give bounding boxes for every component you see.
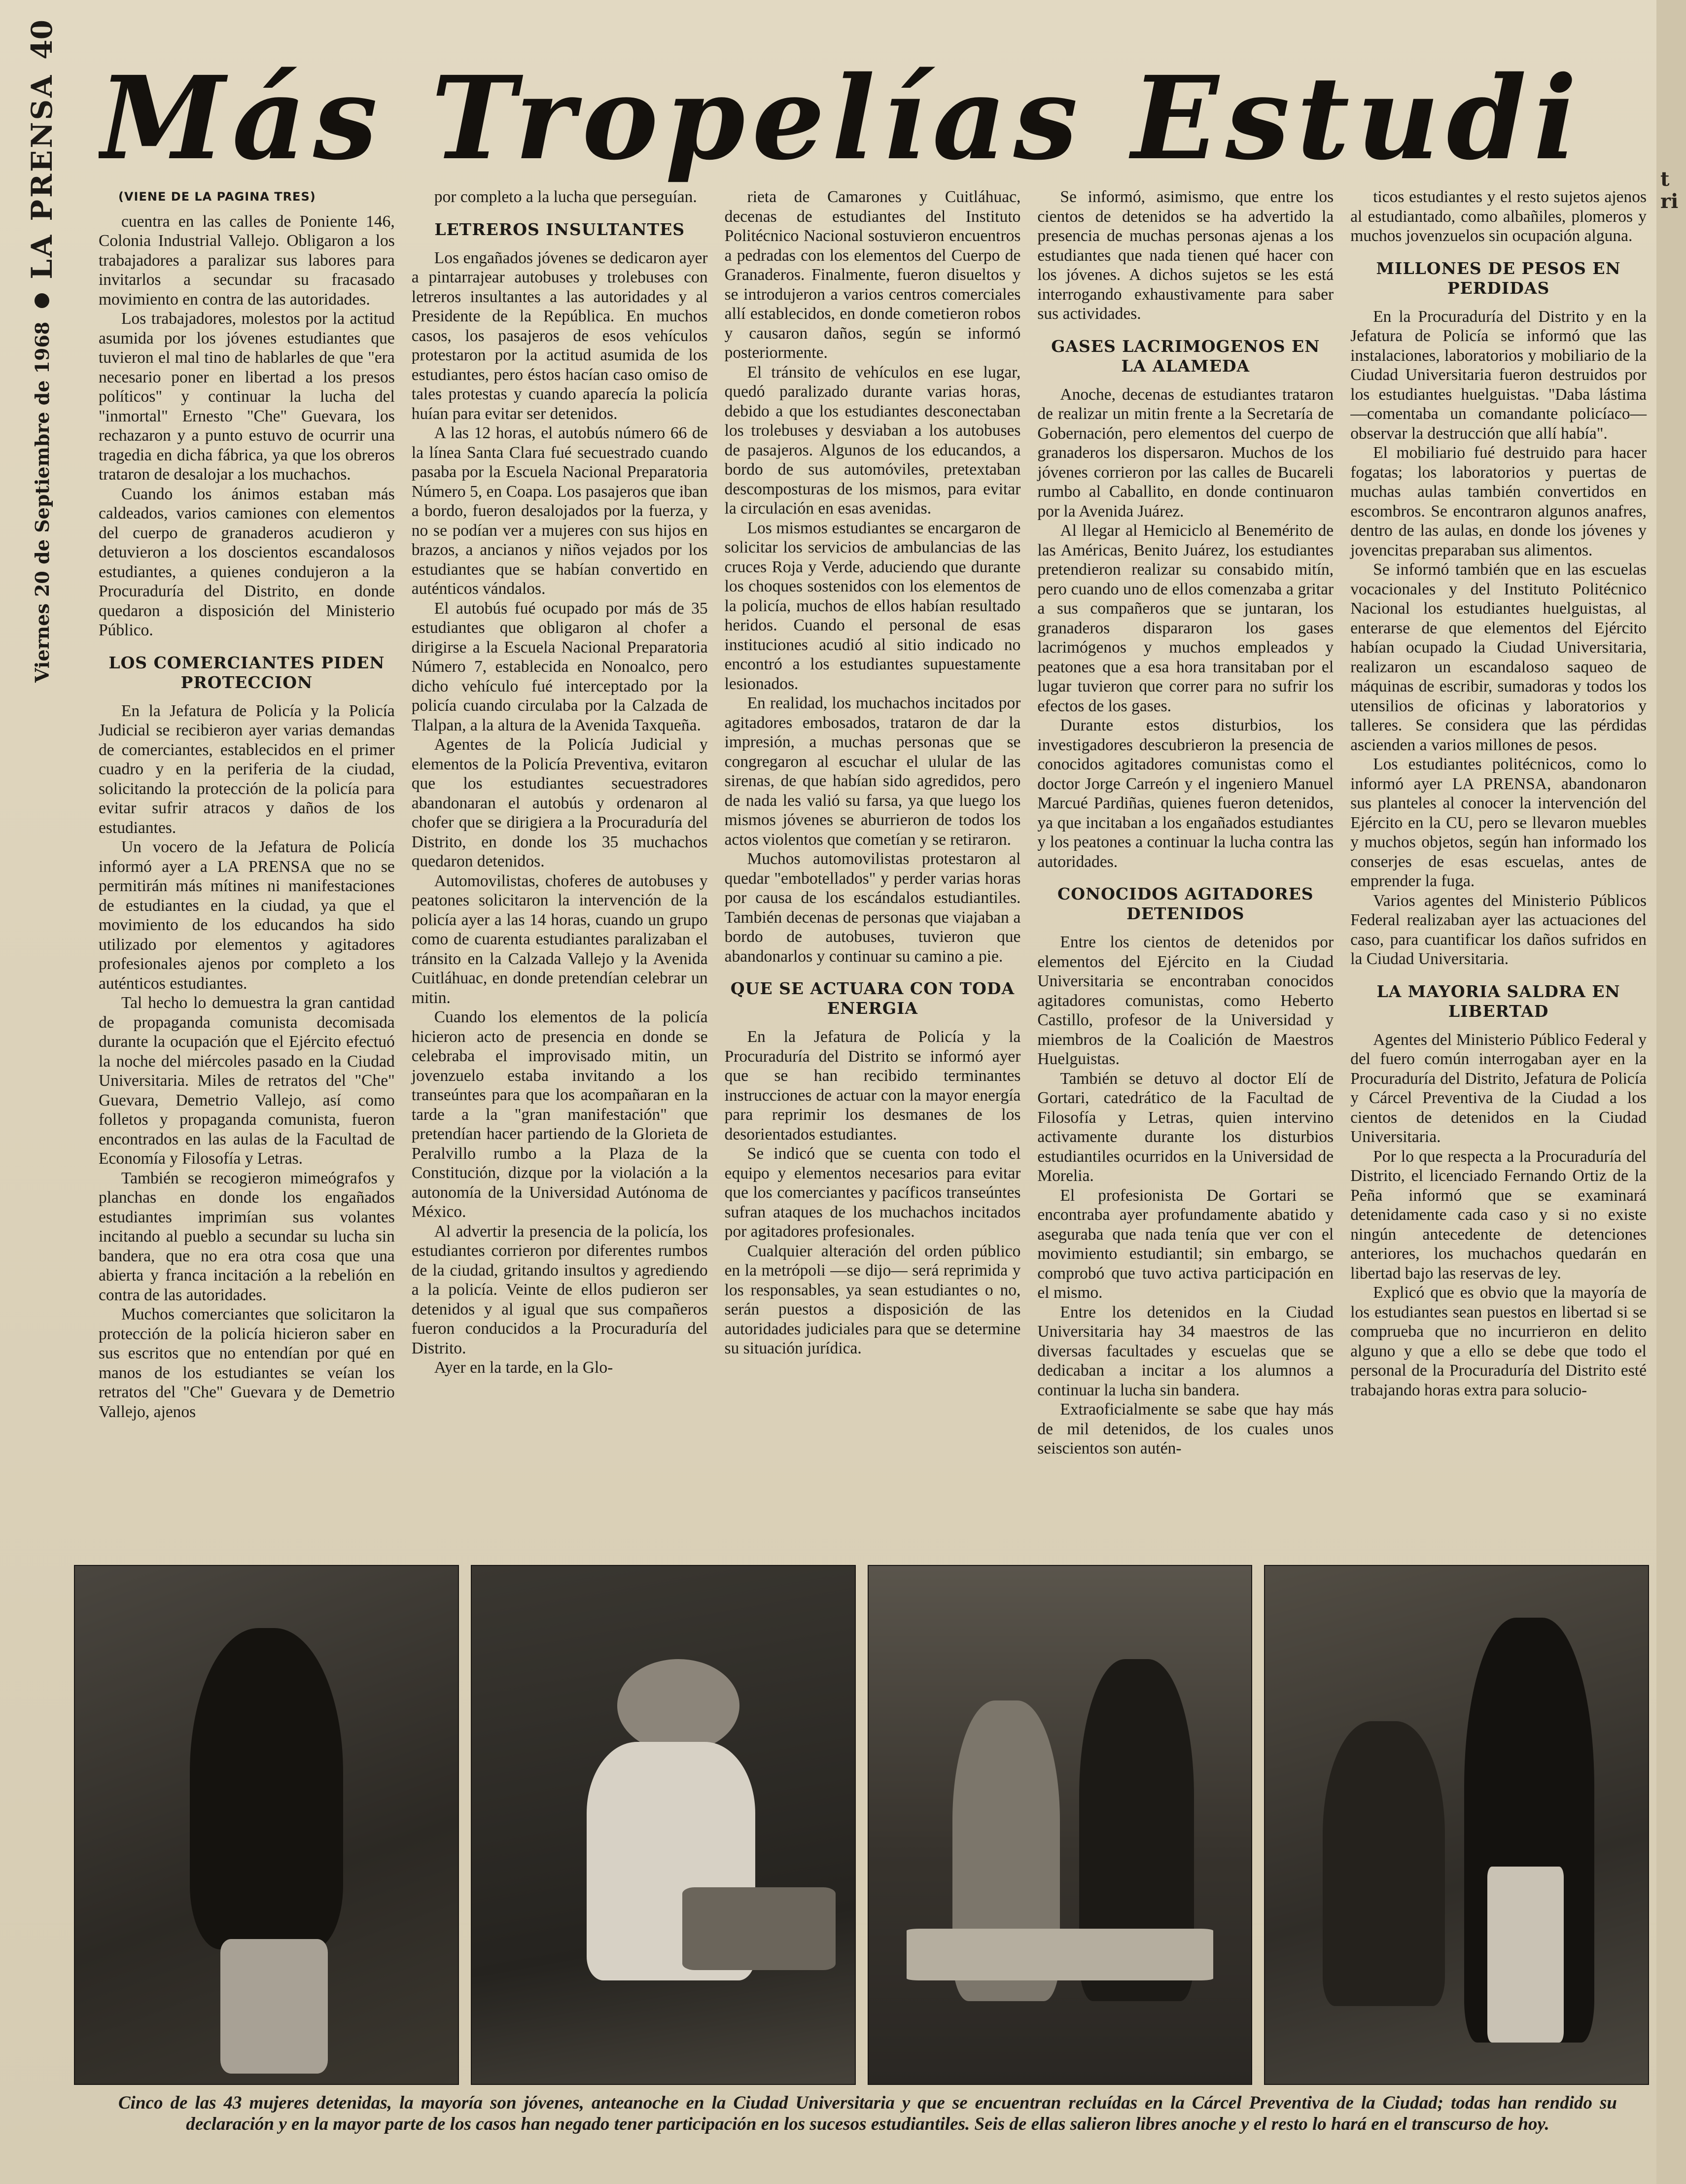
photo-figure bbox=[190, 1628, 343, 1949]
paragraph: Cuando los elementos de la policía hicieron acto de presencia en donde se celebraba el improvisado mitin, un jovenzuelo estaba invitando a los transeúntes para que los acompañaran en la tarde a la "gran manifestación" que pretendían hacer partiendo de la Glorieta de Peralvillo rumbo a la Plaza de la Constitución, dizque por la violación a la autonomía de la Universidad Autónoma de México. bbox=[411, 1008, 708, 1221]
masthead bbox=[10, 20, 69, 1015]
paragraph: Muchos automovilistas protestaron al quedar "embotellados" y perder varias horas por causa de los escándalos estudiantiles. También decenas de personas que viajaban a bordo de autobuses, tuvieron que abandonarlos y continuar su camino a pie. bbox=[724, 850, 1021, 966]
paragraph: Agentes de la Policía Judicial y elementos de la Policía Preventiva, evitaron que los estudiantes secuestradores abandonaran el autobús y ordenaron al chofer que se dirigiera a la Procuraduría del Distrito, en donde los 35 muchachos quedaron detenidos. bbox=[411, 735, 708, 870]
photo-background bbox=[869, 1566, 1252, 2084]
paragraph: Anoche, decenas de estudiantes trataron de realizar un mitin frente a la Secretaría de Gobernación, pero elementos del cuerpo de granaderos los dispersaron. Muchos de los jóvenes corrieron por las calles de Bucareli rumbo al Caballito, en donde continuaron por la Avenida Juárez. bbox=[1037, 385, 1334, 520]
photo-figure bbox=[1487, 1867, 1564, 2043]
adjacent-page-edge bbox=[1656, 0, 1686, 2184]
photo-detained-woman-smiling-seated bbox=[471, 1565, 856, 2085]
paragraph: Muchos comerciantes que solicitaron la protección de la policía hicieron saber en sus escritos que no entendían por qué en manos de los estudiantes se veían los retratos del "Che" Guevara y de Demetrio Vallejo, ajenos bbox=[99, 1305, 395, 1421]
paragraph: Agentes del Ministerio Público Federal y del fuero común interrogaban ayer en la Procuraduría del Distrito, Jefatura de Policía y Cárcel Preventiva de la Ciudad a los cientos de detenidos en la Ciudad Universitaria. bbox=[1350, 1030, 1647, 1146]
paragraph: Ayer en la tarde, en la Glo- bbox=[434, 1358, 613, 1377]
paragraph: Se informó, asimismo, que entre los cientos de detenidos se ha advertido la presencia de muchas personas ajenas a los estudiantes que nada tienen qué hacer con los jóvenes. A dichos sujetos se les está interrogando exhaustivamente para saber sus actividades. bbox=[1037, 188, 1334, 323]
article-column bbox=[725, 187, 1021, 1538]
paragraph-continued: ticos estudiantes y el resto sujetos ajenos al estudiantado, como albañiles, plomeros y muchos jovenzuelos sin ocupación alguna. bbox=[1350, 188, 1647, 245]
paragraph: Cuando los ánimos estaban más caldeados, varios camiones con elementos del cuerpo de granaderos acudieron y detuvieron a los doscientos escandalosos estudiantes, a quienes condujeron a la Procuraduría del Distrito, en donde quedaron a disposición del Ministerio Público. bbox=[99, 485, 395, 639]
article-column bbox=[99, 187, 395, 1538]
paragraph: Cualquier alteración del orden público en la metrópoli —se dijo— será reprimida y los responsables, ya sean estudiantes o no, serán puestos a disposición de las autoridades judiciales para que se determine su situación jurídica. bbox=[724, 1242, 1021, 1357]
paragraph: El profesionista De Gortari se encontraba ayer profundamente abatido y aseguraba que nada tenía que ver con el movimiento estudiantil; sin embargo, se comprobó que tuvo activa participación en el mismo. bbox=[1037, 1186, 1334, 1302]
paragraph: El tránsito de vehículos en ese lugar, quedó paralizado durante varias horas, debido a que los estudiantes desconectaban los trolebuses y desviaban a los autobuses de pasajeros. Algunos de los educandos, a bordo de sus automóviles, pretextaban descomposturas de los mismos, para evitar la circulación en esas avenidas. bbox=[724, 363, 1021, 518]
paragraph-continued: por completo a la lucha que perseguían. bbox=[434, 188, 697, 206]
subheading: LETREROS INSULTANTES bbox=[434, 219, 685, 239]
paragraph-continued: rieta de Camarones y Cuitláhuac, decenas de estudiantes del Instituto Politécnico Nacional sostuvieron encuentros a pedradas con los elementos del Cuerpo de Granaderos. Finalmente, fueron disueltos y se introdujeron a varios centros comerciales allí establecidos, en donde cometieron robos y causaron daños, según se informó posteriormente. bbox=[724, 188, 1021, 362]
paragraph: Explicó que es obvio que la mayoría de los estudiantes sean puestos en libertad si se comprueba que no incurrieron en delito alguno y que a ello se debe que todo el personal de la Procuraduría del Distrito esté trabajando horas extra para solucio- bbox=[1350, 1283, 1647, 1399]
article-column bbox=[1350, 187, 1647, 1538]
paragraph: Los trabajadores, molestos por la actitud asumida por los jóvenes estudiantes que tuvieron el mal tino de hablarles de que "era necesario poner en libertad a los presos políticos" y continuar la lucha del "inmortal" Ernesto "Che" Guevara, los rechazaron y a punto estuvo de ocurrir una tragedia en dicha fábrica, ya que los obreros trataron de desalojar a los muchachos. bbox=[99, 310, 395, 484]
adjacent-fragment: ri bbox=[1660, 190, 1679, 213]
paragraph: Tal hecho lo demuestra la gran cantidad de propaganda comunista decomisada durante la ocupación que el Ejército efectuó la noche del miércoles pasado en la Ciudad Universitaria. Miles de retratos del "Che" Guevara, Demetrio Vallejo, así como folletos y propaganda comunista, fueron encontrados en las aulas de la Facultad de Economía y Filosofía y Letras. bbox=[99, 994, 395, 1168]
subheading: GASES LACRIMOGENOS EN LA ALAMEDA bbox=[1051, 336, 1320, 376]
paragraph: En realidad, los muchachos incitados por agitadores embosados, trataron de dar la impresión, a muchas personas que se congregaron al escuchar el ulular de las sirenas, de que habían sido agredidos, pero de nada les valió su farsa, ya que luego los mismos jóvenes se aburrieron de todos los actos violentos que cometían y se retiraron. bbox=[724, 694, 1021, 849]
subheading: MILLONES DE PESOS EN PERDIDAS bbox=[1376, 258, 1621, 298]
masthead-page-number: 40 bbox=[25, 20, 59, 60]
paragraph: Durante estos disturbios, los investigadores descubrieron la presencia de conocidos agitadores comunistas como el doctor Jorge Carreón y el ingeniero Manuel Marcué Pardiñas, quienes fueron detenidos, ya que incitaban a los engañados estudiantes y los peatones a continuar la lucha contra las autoridades. bbox=[1037, 716, 1334, 871]
paragraph: Extraoficialmente se sabe que hay más de mil detenidos, de los cuales unos seiscientos son autén- bbox=[1037, 1400, 1334, 1457]
paragraph: En la Procuraduría del Distrito y en la Jefatura de Policía se informó que las instalaciones, laboratorios y mobiliario de la Ciudad Universitaria fueron destruidos por los estudiantes huelguistas. "Daba lástima —comentaba un comandante policíaco— observar la destrucción que allí había". bbox=[1350, 307, 1647, 443]
photo-detained-women-on-benches bbox=[868, 1565, 1253, 2085]
masthead-newspaper-name: LA PRENSA bbox=[25, 73, 59, 279]
paragraph: Varios agentes del Ministerio Públicos Federal realizaban ayer las actuaciones del caso, para cuantificar los daños sufridos en la Ciudad Universitaria. bbox=[1350, 891, 1647, 968]
masthead-date: Viernes 20 de Septiembre de 1968 bbox=[31, 321, 53, 683]
paragraph: En la Jefatura de Policía y la Policía Judicial se recibieron ayer varias demandas de comerciantes, establecidos en el primer cuadro y en la periferia de la ciudad, solicitando la protección de la policía para evitar sufrir atracos y daños de los estudiantes. bbox=[99, 701, 395, 837]
article-column bbox=[1037, 187, 1334, 1538]
masthead-rotated bbox=[15, 20, 69, 1005]
paragraph: Los engañados jóvenes se dedicaron ayer a pintarrajear autobuses y trolebuses con letreros insultantes a las autoridades y al Presidente de la República. En muchos casos, los pasajeros de esos vehículos protestaron por la actitud asumida de los estudiantes, pero éstos hacían caso omiso de tales protestas y cuando aparecía la policía huían para evitar ser detenidos. bbox=[411, 248, 708, 423]
subheading: QUE SE ACTUARA CON TODA ENERGIA bbox=[730, 979, 1015, 1018]
subheading: LA MAYORIA SALDRA EN LIBERTAD bbox=[1376, 981, 1620, 1021]
headline: Más Tropelías Estudi bbox=[99, 51, 1584, 185]
paragraph: Al llegar al Hemiciclo al Benemérito de las Américas, Benito Juárez, los estudiantes pretendieron realizar su consabido mitín, pero cuando uno de ellos comenzaba a gritar a sus compañeros que se juntaran, los granaderos dispararon los gases lacrimógenos y muchos empleados y peatones que a esa hora transitaban por el lugar tuvieron que correr para no sufrir los efectos de los gases. bbox=[1037, 521, 1334, 715]
adjacent-fragment: t bbox=[1660, 168, 1670, 191]
masthead-dot bbox=[35, 293, 49, 308]
paragraph: Los estudiantes politécnicos, como lo informó ayer LA PRENSA, abandonaron sus planteles al conocer la intervención del Ejército en la CU, pero se llevaron muebles y muchos objetos, según han informado los conserjes de esas escuelas, antes de emprender la fuga. bbox=[1350, 755, 1647, 890]
photo-figure bbox=[682, 1887, 836, 1970]
paragraph: Al advertir la presencia de la policía, los estudiantes corrieron por diferentes rumbos de la ciudad, gritando insultos y agrediendo a la policía. Veinte de ellos pudieron ser detenidos y al igual que sus compañeros fueron conducidos a la Procuraduría del Distrito. bbox=[411, 1222, 708, 1357]
subheading: CONOCIDOS AGITADORES DETENIDOS bbox=[1057, 884, 1314, 923]
paragraph: Un vocero de la Jefatura de Policía informó ayer a LA PRENSA que no se permitirán más mítines ni manifestaciones de estudiantes en la ciudad, ya que el movimiento de los educandos ha sido utilizado por elementos y agitadores profesionales ajenos por completo a los auténticos estudiantes. bbox=[99, 838, 395, 993]
paragraph: También se recogieron mimeógrafos y planchas en donde los engañados estudiantes imprimían sus volantes incitando al pueblo a secundar su lucha sin bandera, que no era otra cosa que una abierta y franca incitación a la rebelión en contra de las autoridades. bbox=[99, 1169, 395, 1304]
article-column bbox=[412, 187, 708, 1538]
paragraph: Por lo que respecta a la Procuraduría del Distrito, el licenciado Fernando Ortiz de la Peña informó que se examinará detenidamente cada caso y si no existe ningún antecedente de detenciones anteriores, los muchachos quedarán en libertad bajo las reservas de ley. bbox=[1350, 1147, 1647, 1283]
paragraph: El autobús fué ocupado por más de 35 estudiantes que obligaron al chofer a dirigirse a la Escuela Nacional Preparatoria Número 7, establecida en Nonoalco, pero dicho vehículo fué interceptado por la policía cuando circulaba por la Calzada de Tlalpan, a la altura de la Avenida Taxqueña. bbox=[411, 599, 708, 734]
article-columns bbox=[99, 187, 1647, 1538]
paragraph-continued: cuentra en las calles de Poniente 146, Colonia Industrial Vallejo. Obligaron a los trabajadores a paralizar sus labores para invitarlos a secundar su fracasado movimiento en contra de las autoridades. bbox=[99, 212, 395, 309]
subheading: LOS COMERCIANTES PIDEN PROTECCION bbox=[108, 653, 385, 692]
paragraph: El mobiliario fué destruido para hacer fogatas; los laboratorios y puertas de muchas aulas también convertidos en escombros. Se encontraron algunos anafres, dentro de las aulas, en donde los jóvenes y jovencitas preparaban sus alimentos. bbox=[1350, 444, 1647, 559]
paragraph: Entre los cientos de detenidos por elementos del Ejército en la Ciudad Universitaria se encontraban conocidos agitadores comunistas, como Heberto Castillo, profesor de la Universidad y miembros de la Coalición de Maestros Huelguistas. bbox=[1037, 933, 1334, 1068]
paragraph: También se detuvo al doctor Elí de Gortari, catedrático de la Facultad de Filosofía y Letras, quien intervino activamente durante los disturbios estudiantiles ocurridos en la Universidad de Morelia. bbox=[1037, 1069, 1334, 1185]
paragraph: Automovilistas, choferes de autobuses y peatones solicitaron la intervención de la policía ayer a las 14 horas, cuando un grupo como de cuarenta estudiantes paralizaban el tránsito en la Calzada Vallejo y la Avenida Cuitláhuac, en donde pretendían celebrar un mitin. bbox=[411, 871, 708, 1007]
photo-caption: Cinco de las 43 mujeres detenidas, la mayoría son jóvenes, anteanoche en la Ciudad Universitaria y que se encuentran recluídas en la Cárcel Preventiva de la Ciudad; todas han rendido su declaración y en la mayor parte de los casos han negado tener participación en los sucesos estudiantiles. Seis de ellas salieron libres anoche y el resto lo hará en el transcurso de hoy. bbox=[118, 2093, 1617, 2134]
photo-figure bbox=[220, 1939, 327, 2074]
paragraph: En la Jefatura de Policía y la Procuraduría del Distrito se informó ayer que se han recibido terminantes instrucciones de actuar con la mayor energía para reprimir los desmanes de los desorientados estudiantes. bbox=[724, 1028, 1021, 1144]
paragraph: A las 12 horas, el autobús número 66 de la línea Santa Clara fué secuestrado cuando pasaba por la Escuela Nacional Preparatoria Número 5, en Coapa. Los pasajeros que iban a bordo, fueron desalojados por la fuerza, y no se podían ver a mujeres con sus hijos en brazos, a ancianos y niños vejados por los estudiantes que se habían convertido en auténticos vándalos. bbox=[411, 424, 708, 598]
photo-detained-women-group-standing bbox=[1264, 1565, 1649, 2085]
photo-figure bbox=[617, 1659, 740, 1752]
continuation-note: (VIENE DE LA PAGINA TRES) bbox=[118, 190, 316, 204]
photo-row bbox=[74, 1565, 1649, 2085]
paragraph: Se indicó que se cuenta con todo el equipo y elementos necesarios para evitar que los comerciantes y pacíficos transeúntes sufran ataques de los muchachos incitados por agitadores profesionales. bbox=[724, 1144, 1021, 1241]
photo-figure bbox=[1323, 1721, 1445, 2006]
paragraph: Se informó también que en las escuelas vocacionales y del Instituto Politécnico Nacional los estudiantes huelguistas, al enterarse de que elementos del Ejército habían ocupado la Ciudad Universitaria, realizaron un escandaloso saqueo de máquinas de escribir, sumadoras y todos los utensilios de oficinas y laboratorios y talleres. Se considera que las pérdidas ascienden a varios millones de pesos. bbox=[1350, 560, 1647, 754]
paragraph: Entre los detenidos en la Ciudad Universitaria hay 34 maestros de las diversas facultades y escuelas que se dedicaban a incitar a los alumnos a continuar la lucha sin bandera. bbox=[1037, 1303, 1334, 1399]
paragraph: Los mismos estudiantes se encargaron de solicitar los servicios de ambulancias de las cruces Roja y Verde, aduciendo que durante los choques sostenidos con los elementos de la policía, muchos de ellos habían resultado heridos. Cuando el personal de esas instituciones acudió al sitio indicado no encontró a los estudiantes supuestamente lesionados. bbox=[724, 519, 1021, 693]
photo-figure bbox=[907, 1929, 1213, 1980]
photo-detained-young-woman-seated bbox=[74, 1565, 459, 2085]
